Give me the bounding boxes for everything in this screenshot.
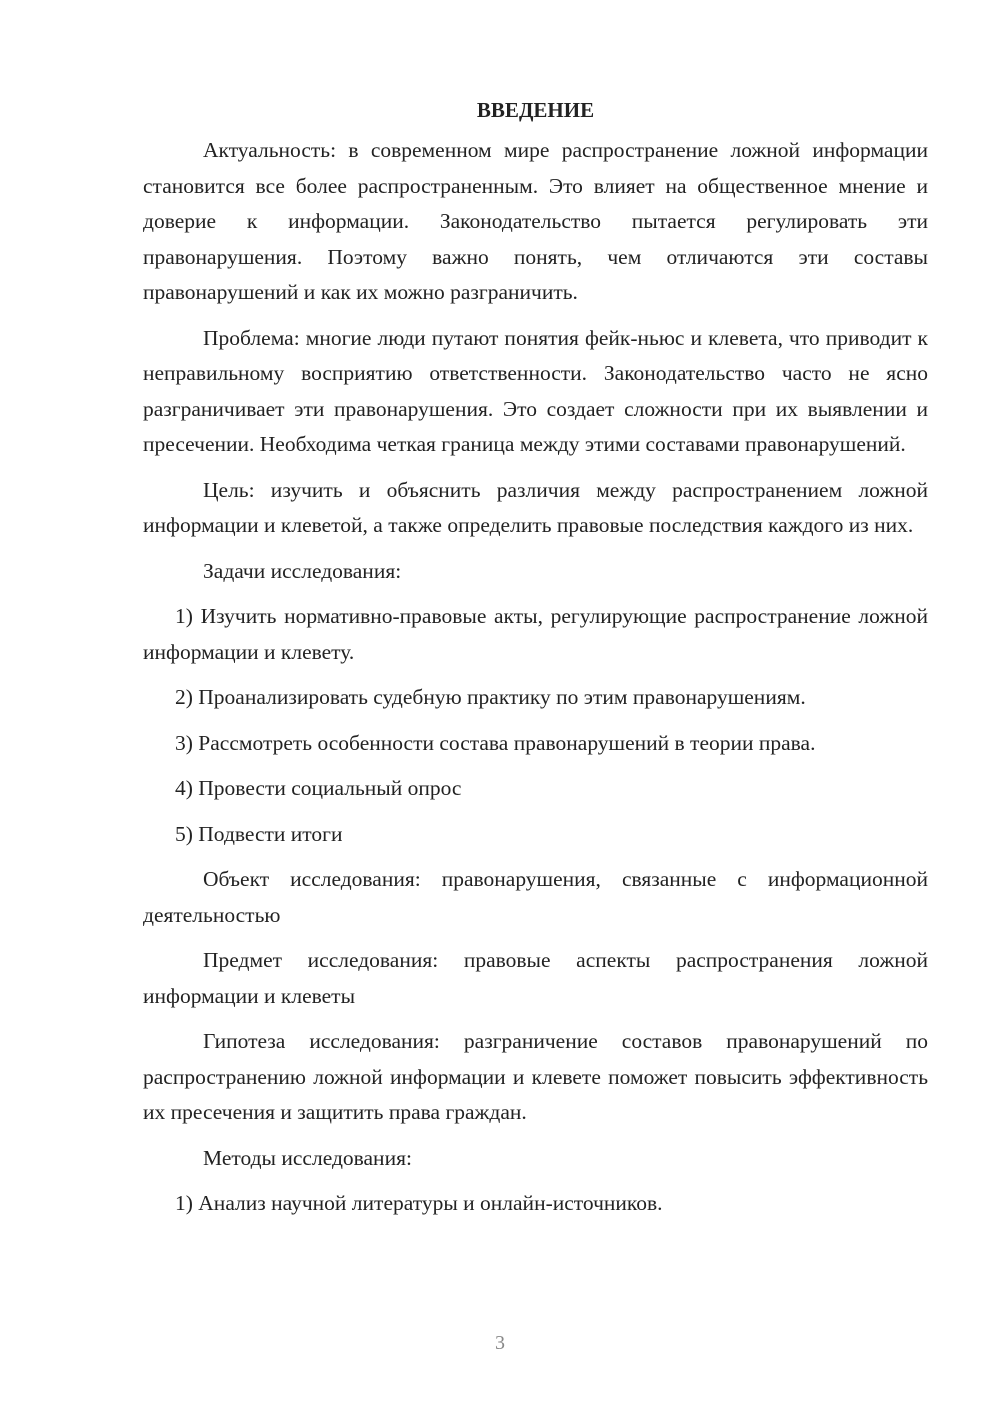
subject-paragraph: Предмет исследования: правовые аспекты распространения ложной информации и клеветы xyxy=(143,948,928,1008)
task-item-4: 4) Провести социальный опрос xyxy=(175,776,462,800)
object-paragraph: Объект исследования: правонарушения, связанные с информационной деятельностью xyxy=(143,867,928,927)
task-item-3: 3) Рассмотреть особенности состава правонарушений в теории права. xyxy=(175,730,816,755)
problem-paragraph: Проблема: многие люди путают понятия фейк-ньюс и клевета, что приводит к неправильному восприятию ответственности. Законодательство часто не ясно разграничивает эти правонарушения. Это создает сложности при их выявлении и пресечении. Необходима четкая граница между этими составами правонарушений. xyxy=(143,325,928,456)
task-item-5: 5) Подвести итоги xyxy=(175,821,343,846)
methods-title: Методы исследования: xyxy=(203,1145,412,1170)
relevance-paragraph: Актуальность: в современном мире распространение ложной информации становится все более распространенным. Это влияет на общественное мнение и доверие к информации. Законодательство пытается регулировать эти правонарушения. Поэтому важно понять, чем отличаются эти составы правонарушений и как их можно разграничить. xyxy=(143,138,928,304)
section-heading: ВВЕДЕНИЕ xyxy=(476,98,595,122)
task-item-1: 1) Изучить нормативно-правовые акты, регулирующие распространение ложной информации и клевету. xyxy=(143,604,928,664)
method-item-1: 1) Анализ научной литературы и онлайн-источников. xyxy=(175,1191,663,1215)
page-content xyxy=(143,93,928,1232)
hypothesis-paragraph: Гипотеза исследования: разграничение составов правонарушений по распространению ложной информации и клевете поможет повысить эффективность их пресечения и защитить права граждан. xyxy=(143,1029,928,1124)
tasks-title: Задачи исследования: xyxy=(203,558,402,583)
task-item-2: 2) Проанализировать судебную практику по этим правонарушениям. xyxy=(175,685,806,709)
goal-paragraph: Цель: изучить и объяснить различия между распространением ложной информации и клеветой, а также определить правовые последствия каждого из них. xyxy=(143,477,928,537)
page-number: 3 xyxy=(495,1332,505,1354)
